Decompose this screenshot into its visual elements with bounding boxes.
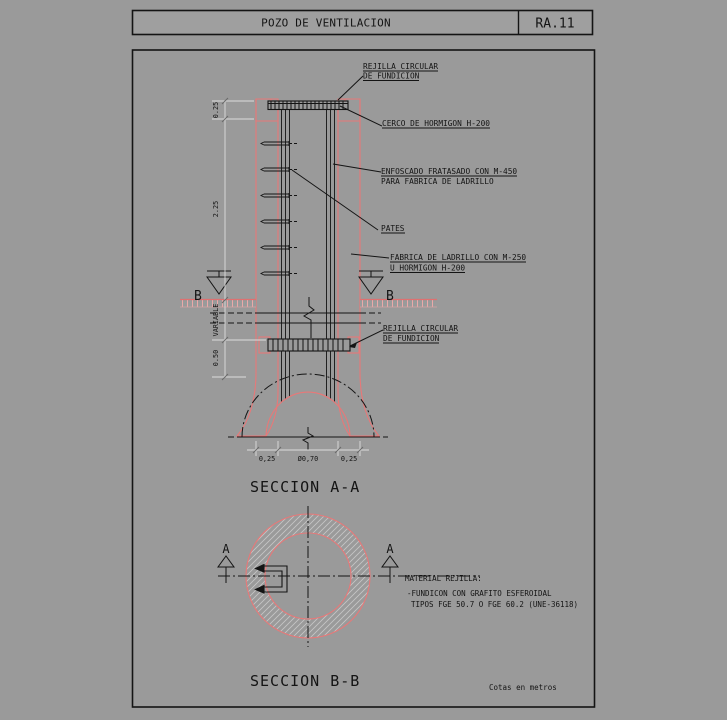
units-note: Cotas en metros — [489, 683, 557, 692]
dim-wall-right: 0,25 — [340, 455, 358, 463]
dim-top: 0.25 — [212, 101, 220, 119]
material-note-title: MATERIAL REJILLA: — [405, 574, 482, 583]
cut-label-a: A — [222, 542, 230, 556]
dim-shaft: 2.25 — [212, 200, 220, 218]
callout-text: ENFOSCADO FRATASADO CON M-450 — [381, 167, 518, 176]
material-note-line: -FUNDICON CON GRAFITO ESFEROIDAL — [407, 589, 552, 598]
cut-label-b: B — [194, 289, 202, 304]
dim-diameter: Ø0,70 — [297, 455, 319, 463]
dim-lower: 0.50 — [212, 349, 220, 367]
top-grating — [268, 101, 348, 110]
material-note-line: TIPOS FGE 50.7 O FGE 60.2 (UNE-36118) — [411, 600, 579, 609]
section-a-title: SECCION A-A — [250, 478, 361, 496]
callout-text: REJILLA CIRCULAR — [363, 62, 439, 71]
section-b-title: SECCION B-B — [250, 672, 361, 690]
callout-text: PATES — [381, 224, 405, 233]
callout-text: FABRICA DE LADRILLO CON M-250 — [390, 253, 527, 262]
drawing-code: RA.11 — [535, 16, 575, 32]
callout-text: PARA FABRICA DE LADRILLO — [381, 177, 494, 186]
callout-text: REJILLA CIRCULAR — [383, 324, 459, 333]
drawing-title: POZO DE VENTILACION — [261, 16, 391, 30]
lower-grating — [259, 337, 359, 353]
callout-text: CERCO DE HORMIGON H-200 — [382, 119, 490, 128]
callout-text: DE FUNDICION — [383, 334, 440, 343]
cut-label-b: B — [386, 289, 394, 304]
dim-wall-left: 0,25 — [258, 455, 276, 463]
callout-text: DE FUNDICION — [363, 71, 420, 81]
ground-hatch-right — [360, 300, 437, 308]
dim-variable: VARIABLE — [212, 303, 220, 337]
callout-text: U HORMIGON H-200 — [390, 263, 466, 273]
cut-label-a: A — [386, 542, 394, 556]
title-block — [133, 11, 593, 35]
